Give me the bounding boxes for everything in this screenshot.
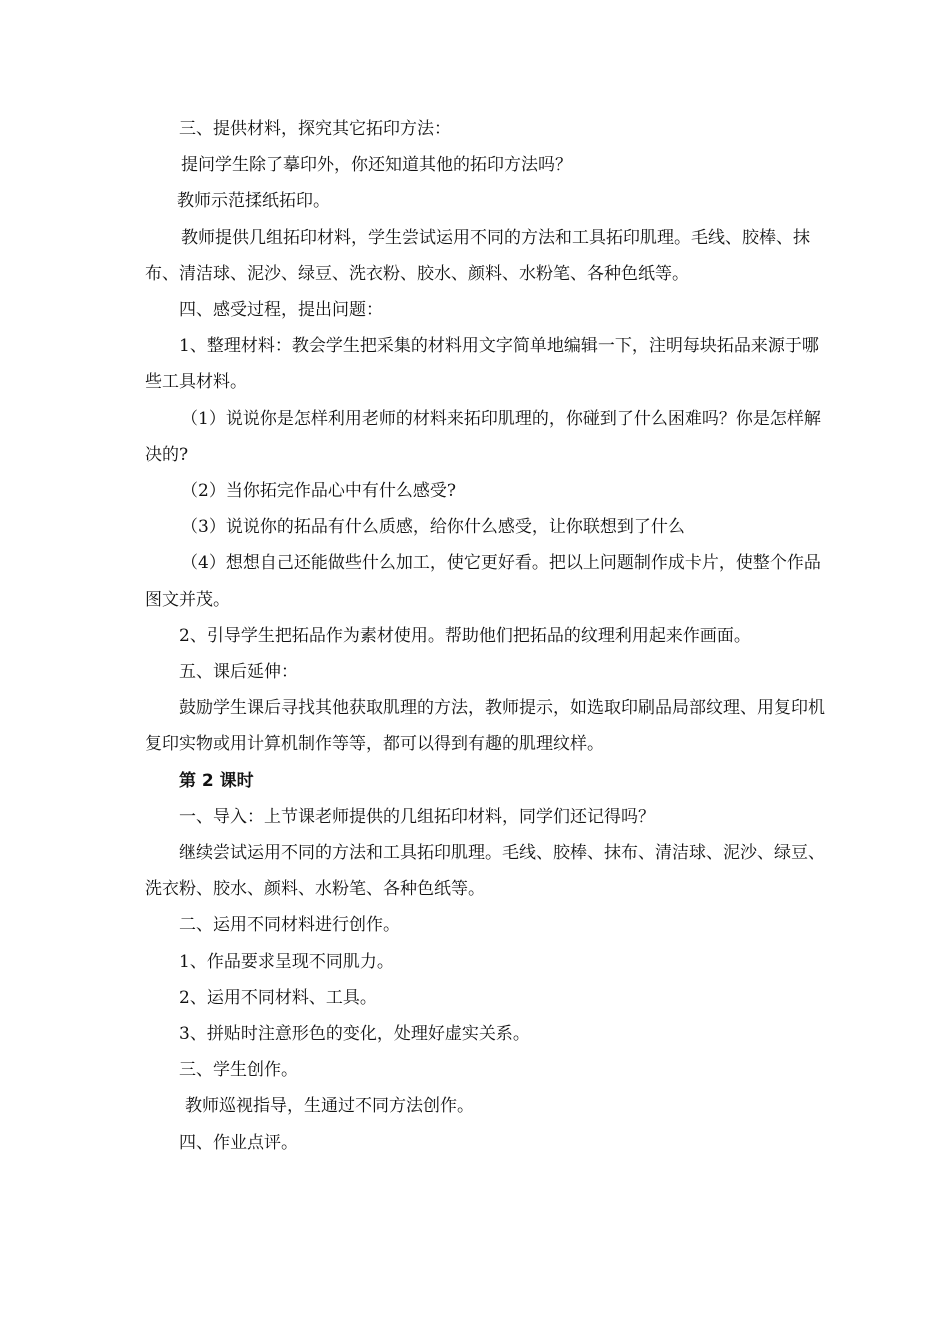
question-item: （2）当你拓完作品心中有什么感受? bbox=[181, 481, 456, 502]
section-heading-2: 二、运用不同材料进行创作。 bbox=[179, 915, 400, 936]
document-body bbox=[145, 111, 825, 1161]
question-item: （4）想想自己还能做些什么加工，使它更好看。把以上问题制作成卡片，使整个作品图文并茂。 bbox=[145, 553, 821, 610]
section-heading-5: 五、课后延伸： bbox=[179, 662, 298, 683]
question-item: （3）说说你的拓品有什么质感，给你什么感受，让你联想到了什么 bbox=[181, 517, 685, 538]
lesson-heading: 第 2 课时 bbox=[179, 770, 254, 791]
paragraph: 2、引导学生把拓品作为素材使用。帮助他们把拓品的纹理利用起来作画面。 bbox=[179, 625, 751, 646]
paragraph: 继续尝试运用不同的方法和工具拓印肌理。毛线、胶棒、抹布、清洁球、泥沙、绿豆、洗衣粉、胶水、颜料、水粉笔、各种色纸等。 bbox=[145, 843, 825, 900]
list-item: 2、运用不同材料、工具。 bbox=[179, 987, 377, 1008]
list-item: 1、作品要求呈现不同肌力。 bbox=[179, 951, 394, 972]
section-heading-1: 一、导入：上节课老师提供的几组拓印材料，同学们还记得吗？ bbox=[179, 806, 655, 827]
section-heading-4b: 四、作业点评。 bbox=[179, 1132, 298, 1153]
section-heading-3b: 三、学生创作。 bbox=[179, 1060, 298, 1081]
paragraph: 鼓励学生课后寻找其他获取肌理的方法，教师提示，如选取印刷品局部纹理、用复印机复印实物或用计算机制作等等，都可以得到有趣的肌理纹样。 bbox=[145, 698, 825, 755]
paragraph: 教师提供几组拓印材料，学生尝试运用不同的方法和工具拓印肌理。毛线、胶棒、抹布、清洁球、泥沙、绿豆、洗衣粉、胶水、颜料、水粉笔、各种色纸等。 bbox=[145, 227, 810, 284]
section-heading-3: 三、提供材料，探究其它拓印方法： bbox=[179, 119, 451, 139]
question-item: （1）说说你是怎样利用老师的材料来拓印肌理的，你碰到了什么困难吗？你是怎样解决的? bbox=[145, 408, 821, 465]
paragraph: 教师巡视指导，生通过不同方法创作。 bbox=[185, 1096, 474, 1117]
paragraph: 提问学生除了摹印外，你还知道其他的拓印方法吗？ bbox=[181, 155, 572, 176]
list-item: 3、拼贴时注意形色的变化，处理好虚实关系。 bbox=[179, 1024, 530, 1045]
section-heading-4: 四、感受过程，提出问题： bbox=[179, 300, 383, 321]
paragraph: 1、整理材料：教会学生把采集的材料用文字简单地编辑一下，注明每块拓品来源于哪些工具材料。 bbox=[145, 336, 819, 393]
paragraph: 教师示范揉纸拓印。 bbox=[177, 191, 330, 212]
